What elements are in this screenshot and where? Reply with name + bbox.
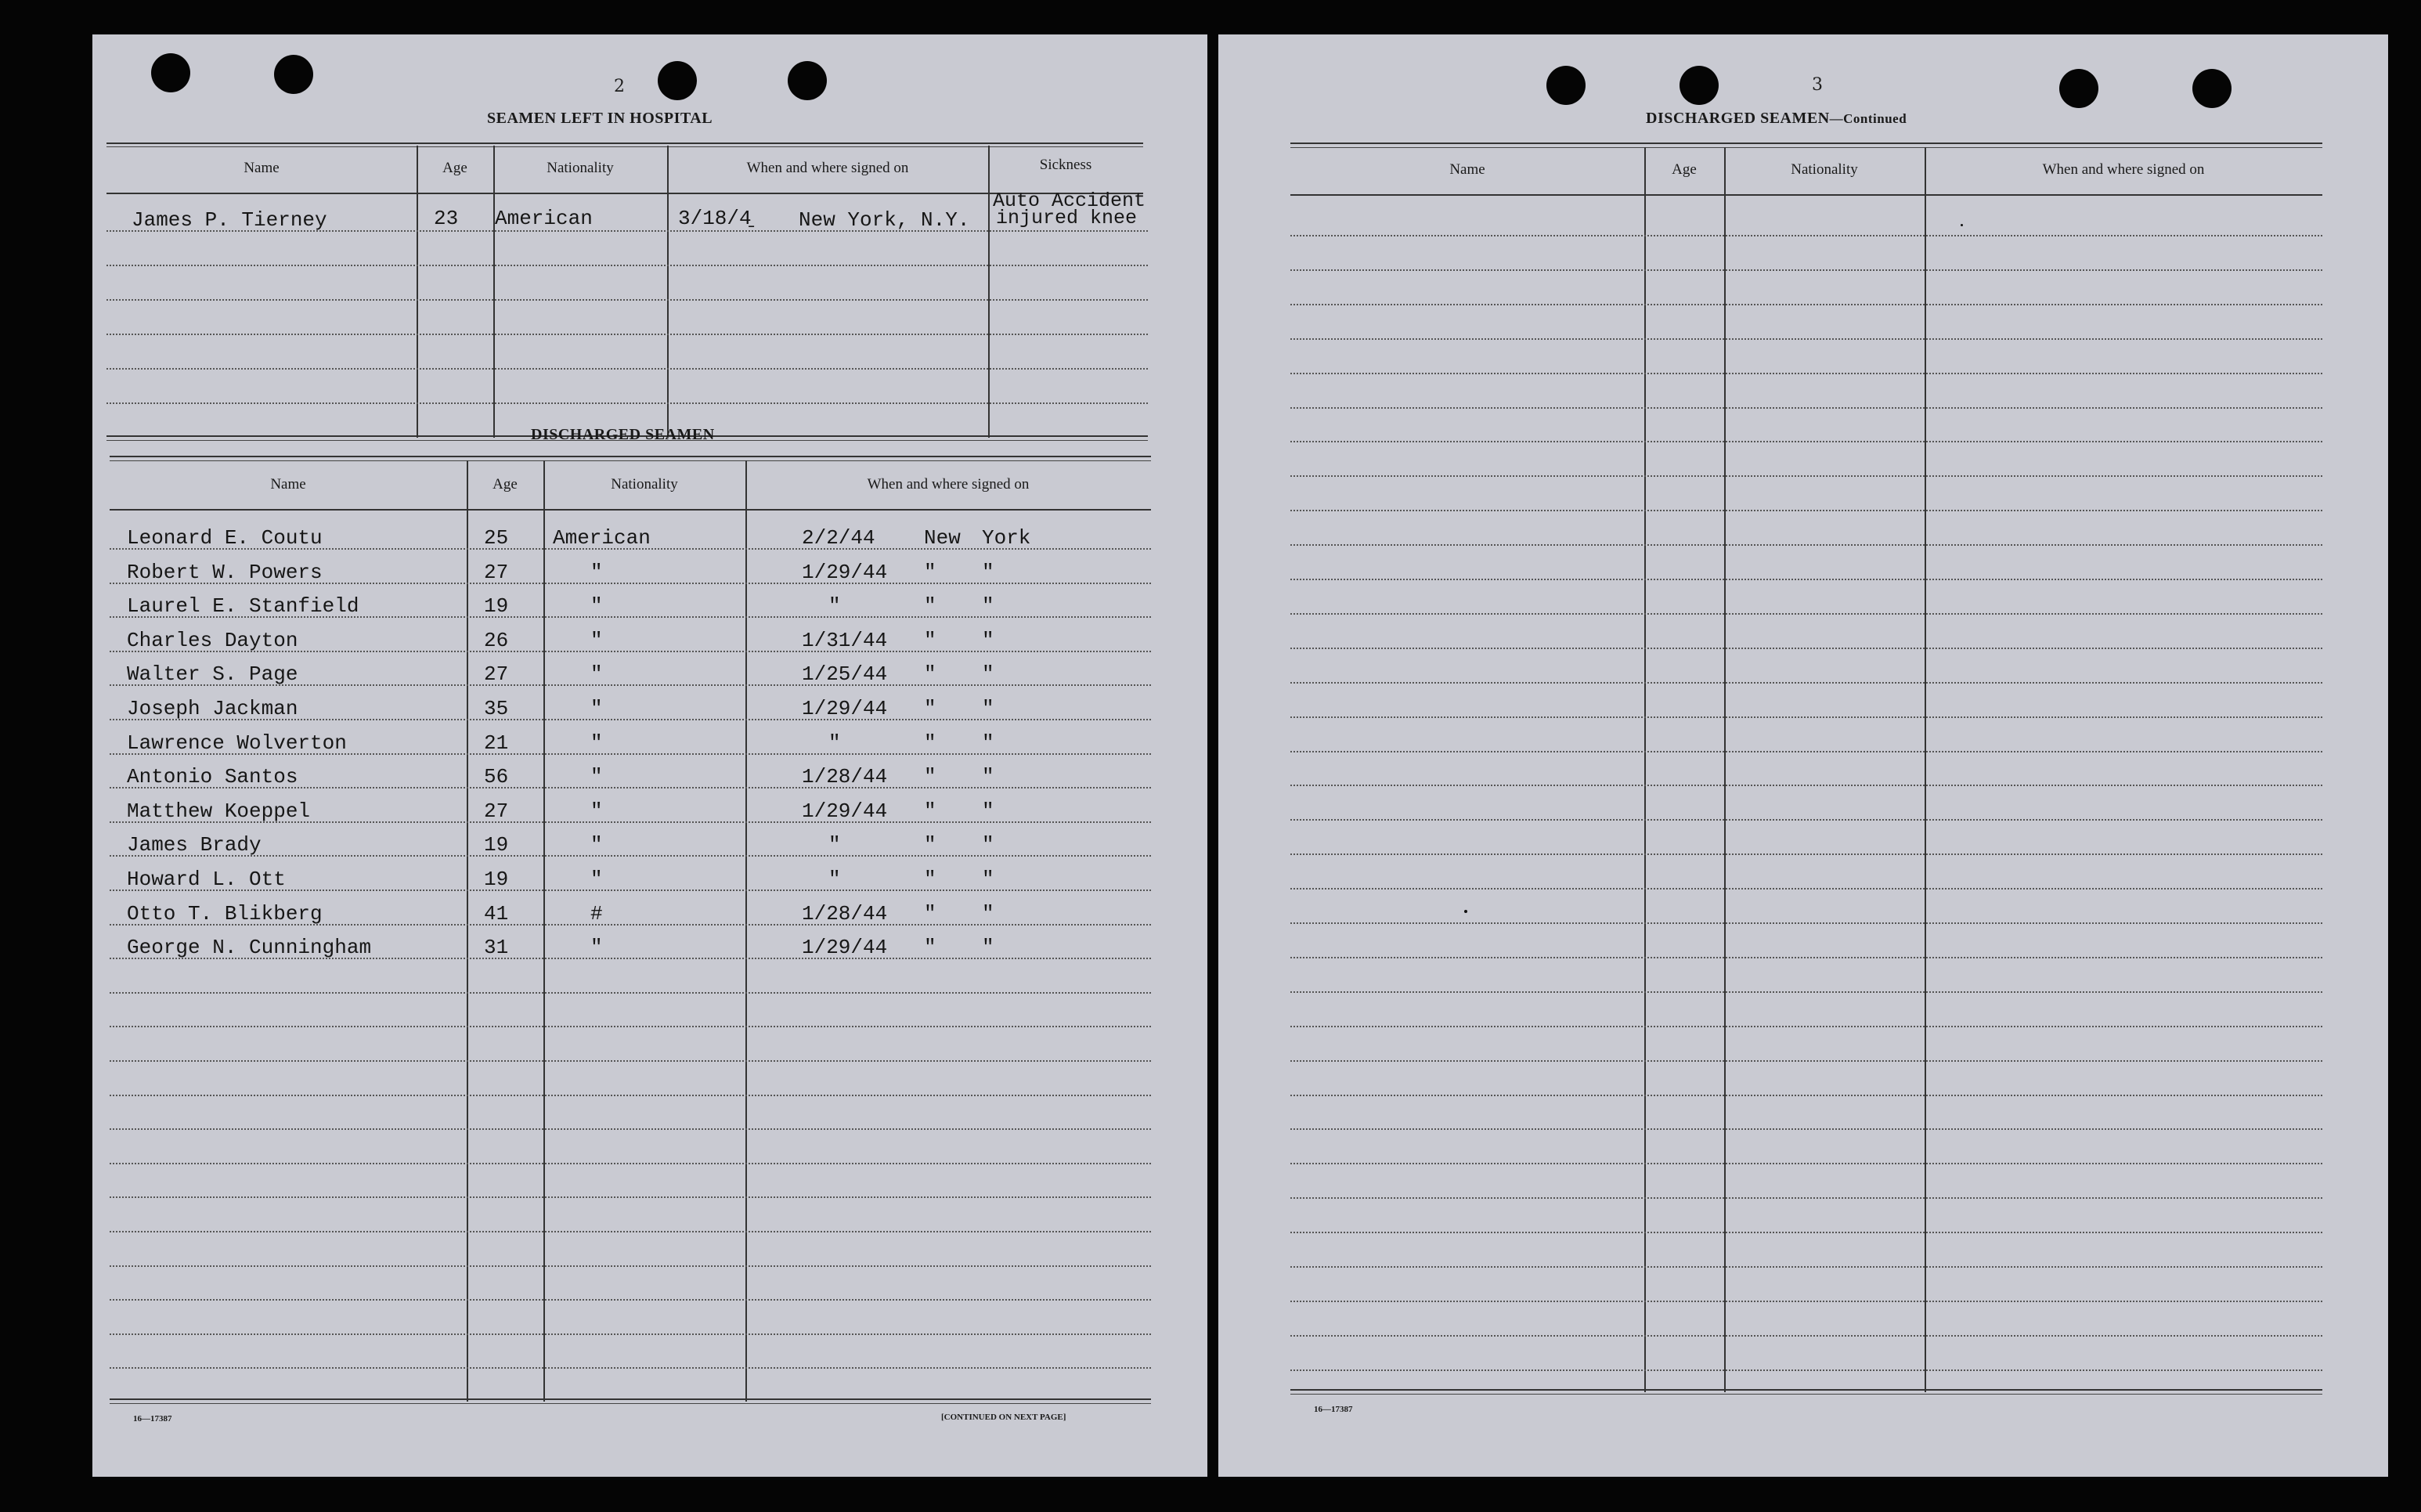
header-nationality: Nationality xyxy=(547,160,614,176)
signed-on-place: " xyxy=(924,936,936,959)
signed-on-date: " xyxy=(828,594,841,618)
seaman-name: Otto T. Blikberg xyxy=(127,902,323,926)
signed-on-date: 1/29/44 xyxy=(802,936,888,959)
signed-on-date: 1/29/44 xyxy=(802,561,888,584)
punch-hole xyxy=(658,61,697,100)
seaman-age: 23 xyxy=(434,207,459,230)
seaman-nationality: " xyxy=(590,765,603,788)
seaman-name: Laurel E. Stanfield xyxy=(127,594,359,618)
hospital-section-title: SEAMEN LEFT IN HOSPITAL xyxy=(487,110,713,127)
signed-on-place: " xyxy=(924,697,936,720)
seaman-nationality: " xyxy=(590,662,603,686)
seaman-nationality: " xyxy=(590,936,603,959)
signed-on-place: " xyxy=(982,799,994,823)
seaman-nationality: " xyxy=(590,799,603,823)
signed-on-place: " xyxy=(982,731,994,755)
form-number: 16—17387 xyxy=(1314,1405,1353,1414)
page-title xyxy=(1646,110,1907,128)
seaman-nationality: " xyxy=(590,697,603,720)
seaman-age: 27 xyxy=(484,662,509,686)
header-sickness: Sickness xyxy=(1039,157,1092,173)
signed-on-place: " xyxy=(982,765,994,788)
signed-on-place: " xyxy=(982,936,994,959)
seaman-nationality: # xyxy=(590,902,603,926)
signed-on-place: " xyxy=(982,833,994,857)
discharged-section-title: DISCHARGED SEAMEN xyxy=(531,426,715,443)
seaman-name: Robert W. Powers xyxy=(127,561,323,584)
signed-on-place: " xyxy=(982,662,994,686)
continued-note: [CONTINUED ON NEXT PAGE] xyxy=(941,1413,1066,1422)
signed-on-date: 1/25/44 xyxy=(802,662,888,686)
punch-hole xyxy=(2192,69,2232,108)
page-number: 3 xyxy=(1812,75,1823,95)
signed-on-place: " xyxy=(924,799,936,823)
seaman-nationality: " xyxy=(590,868,603,891)
seaman-age: 26 xyxy=(484,629,509,652)
header-name: Name xyxy=(1449,161,1485,178)
header-signed-on: When and where signed on xyxy=(2042,161,2205,178)
signed-on-place: " xyxy=(982,868,994,891)
signed-on-place: " xyxy=(982,629,994,652)
header-nationality: Nationality xyxy=(611,476,678,493)
seaman-age: 35 xyxy=(484,697,509,720)
header-age: Age xyxy=(442,160,467,176)
signed-on-place: " xyxy=(924,594,936,618)
seaman-nationality: " xyxy=(590,833,603,857)
signed-on-place: " xyxy=(982,902,994,926)
signed-on-place: " xyxy=(924,833,936,857)
seaman-age: 25 xyxy=(484,526,509,550)
seaman-age: 31 xyxy=(484,936,509,959)
signed-on-date: 1/28/44 xyxy=(802,902,888,926)
signed-on-place: New York, N.Y. xyxy=(799,208,970,232)
punch-hole xyxy=(274,55,313,94)
seaman-nationality: " xyxy=(590,731,603,755)
signed-on-place: " xyxy=(924,561,936,584)
seaman-nationality: " xyxy=(590,561,603,584)
seaman-name: Howard L. Ott xyxy=(127,868,286,891)
seaman-age: 19 xyxy=(484,833,509,857)
seaman-name: Joseph Jackman xyxy=(127,697,298,720)
sickness-line2: injured knee xyxy=(996,207,1138,229)
signed-on-date: 1/28/44 xyxy=(802,765,888,788)
sickness-line1: Auto Accident xyxy=(993,189,1146,212)
punch-hole xyxy=(151,53,190,92)
signed-on-date: " xyxy=(828,868,841,891)
signed-on-place: " xyxy=(924,765,936,788)
seaman-age: 27 xyxy=(484,561,509,584)
signed-on-place: " xyxy=(924,629,936,652)
header-name: Name xyxy=(270,476,306,493)
seaman-nationality: " xyxy=(590,629,603,652)
signed-on-place: " xyxy=(924,662,936,686)
seaman-nationality: American xyxy=(495,207,593,230)
signed-on-date: 2/2/44 xyxy=(802,526,875,550)
seaman-name: Matthew Koeppel xyxy=(127,799,311,823)
seaman-age: 21 xyxy=(484,731,509,755)
header-signed-on: When and where signed on xyxy=(867,476,1030,493)
page-number: 2 xyxy=(614,77,625,96)
form-number: 16—17387 xyxy=(133,1414,172,1424)
seaman-age: 19 xyxy=(484,594,509,618)
signed-on-place: " xyxy=(924,902,936,926)
seaman-name: James Brady xyxy=(127,833,262,857)
header-age: Age xyxy=(1672,161,1697,178)
seaman-name: Lawrence Wolverton xyxy=(127,731,347,755)
speck xyxy=(1464,910,1467,913)
seaman-name: Walter S. Page xyxy=(127,662,298,686)
signed-on-place: " xyxy=(982,561,994,584)
seaman-age: 27 xyxy=(484,799,509,823)
signed-on-date: 1/31/44 xyxy=(802,629,888,652)
speck xyxy=(1961,224,1963,226)
punch-hole xyxy=(2059,69,2098,108)
punch-hole xyxy=(788,61,827,100)
signed-on-place: New xyxy=(924,526,961,550)
signed-on-place: " xyxy=(982,594,994,618)
seaman-age: 41 xyxy=(484,902,509,926)
seaman-age: 19 xyxy=(484,868,509,891)
page-title-suffix: —Continued xyxy=(1829,111,1907,126)
seaman-name: Charles Dayton xyxy=(127,629,298,652)
signed-on-date: " xyxy=(828,731,841,755)
page-title-main: DISCHARGED SEAMEN xyxy=(1646,110,1830,127)
header-name: Name xyxy=(244,160,280,176)
seaman-name: James P. Tierney xyxy=(132,208,327,232)
seaman-name: Leonard E. Coutu xyxy=(127,526,323,550)
seaman-name: George N. Cunningham xyxy=(127,936,372,959)
header-age: Age xyxy=(492,476,518,493)
signed-on-date: 1/29/44 xyxy=(802,697,888,720)
signed-on-date: 3/18/4̱ xyxy=(678,207,752,230)
seaman-nationality: American xyxy=(553,526,651,550)
left-page xyxy=(92,34,1207,1477)
signed-on-place: " xyxy=(924,868,936,891)
seaman-nationality: " xyxy=(590,594,603,618)
punch-hole xyxy=(1546,66,1586,105)
signed-on-date: 1/29/44 xyxy=(802,799,888,823)
seaman-age: 56 xyxy=(484,765,509,788)
signed-on-place: " xyxy=(982,697,994,720)
punch-hole xyxy=(1680,66,1719,105)
signed-on-place: " xyxy=(924,731,936,755)
seaman-name: Antonio Santos xyxy=(127,765,298,788)
right-page xyxy=(1218,34,2388,1477)
header-signed-on: When and where signed on xyxy=(746,160,909,176)
header-nationality: Nationality xyxy=(1791,161,1858,178)
signed-on-date: " xyxy=(828,833,841,857)
signed-on-place: York xyxy=(982,526,1031,550)
